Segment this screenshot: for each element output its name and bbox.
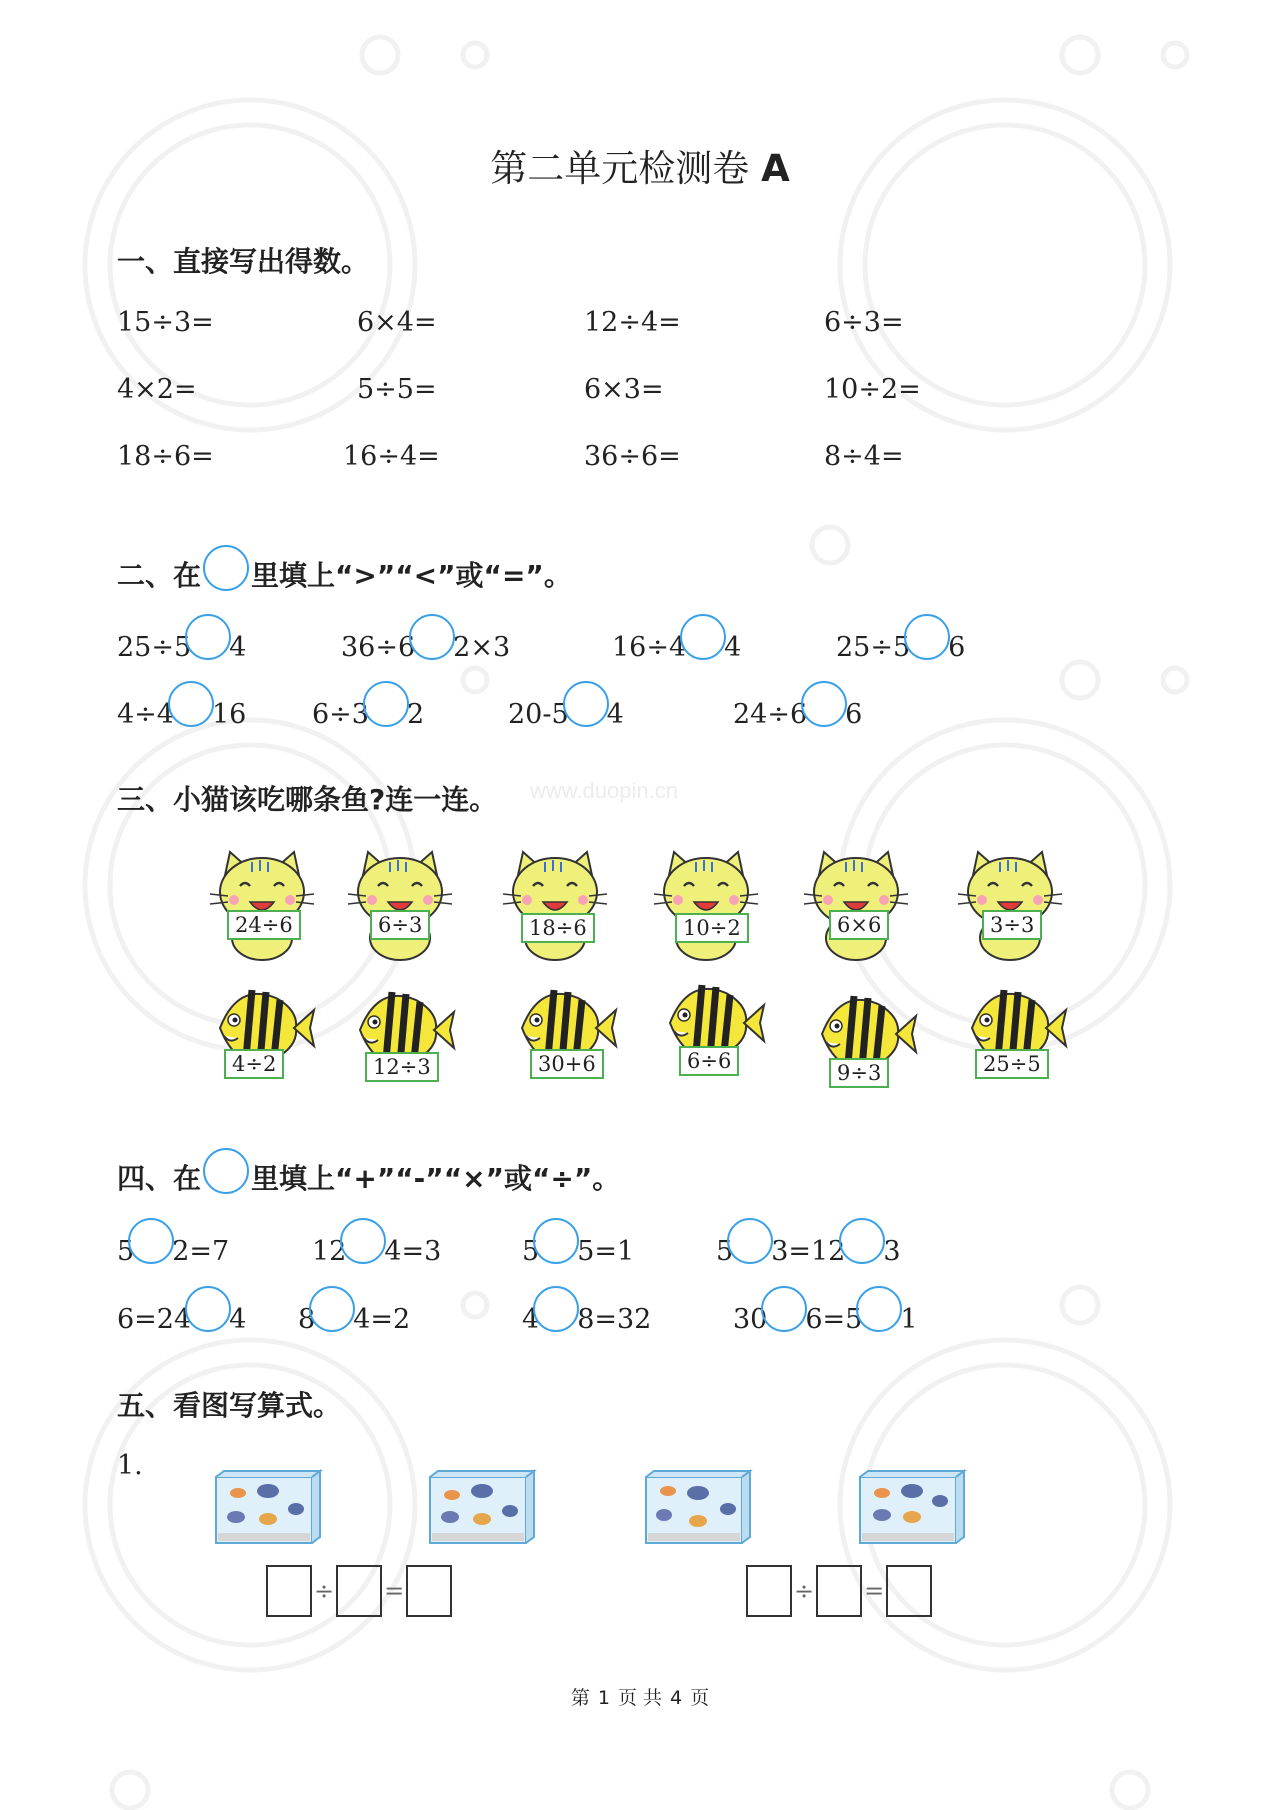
footer-text: 页 共 <box>617 1687 663 1709</box>
section2-heading <box>117 545 572 594</box>
cat-icon <box>958 852 1062 960</box>
cat-label[interactable]: 6×6 <box>829 910 889 940</box>
compare-item <box>341 614 510 663</box>
operator-item <box>733 1286 918 1335</box>
compare-right: 6 <box>948 632 966 663</box>
fish-label[interactable]: 12÷3 <box>365 1052 439 1082</box>
operand: 5=1 <box>577 1236 635 1267</box>
equals-sign: = <box>384 1577 405 1605</box>
equals-sign: = <box>864 1577 885 1605</box>
watermark-url: www.duopin.cn <box>530 778 678 803</box>
operator-item <box>298 1286 410 1335</box>
section4-heading <box>117 1148 620 1197</box>
fish-label[interactable]: 4÷2 <box>224 1049 284 1079</box>
section2-heading-pre: 二、在 <box>117 559 202 592</box>
operand: 8 <box>298 1304 316 1335</box>
page-total: 4 <box>670 1687 683 1709</box>
question-number: 1. <box>117 1450 143 1481</box>
equation-boxes-left <box>266 1565 452 1617</box>
s1-problem: 8÷4= <box>824 441 904 472</box>
operator-answer-circle[interactable] <box>727 1218 773 1264</box>
compare-item <box>836 614 965 663</box>
answer-box[interactable] <box>406 1565 452 1617</box>
fish-tank-icon <box>646 1471 750 1543</box>
compare-item <box>117 681 246 730</box>
compare-right: 2 <box>406 699 425 730</box>
circle-symbol <box>203 545 249 591</box>
cat-label[interactable]: 24÷6 <box>227 910 301 940</box>
operand: 5 <box>117 1236 135 1267</box>
s1-problem: 6×3= <box>584 374 664 405</box>
compare-answer-circle[interactable] <box>409 614 455 660</box>
footer-text: 第 <box>570 1687 590 1709</box>
operator-item <box>522 1286 651 1335</box>
cat-label[interactable]: 18÷6 <box>521 913 595 943</box>
cat-icon <box>804 852 908 960</box>
operator-item <box>117 1286 246 1335</box>
operand: 6=24 <box>117 1304 192 1335</box>
compare-right: 4 <box>724 632 742 663</box>
answer-box[interactable] <box>746 1565 792 1617</box>
operand: 4=3 <box>384 1236 442 1267</box>
compare-left: 20-5 <box>508 699 569 730</box>
compare-answer-circle[interactable] <box>563 681 609 727</box>
s1-problem: 15÷3= <box>117 307 214 338</box>
compare-right: 16 <box>211 699 247 730</box>
answer-box[interactable] <box>266 1565 312 1617</box>
operand: 4 <box>522 1304 540 1335</box>
operator-answer-circle[interactable] <box>856 1286 902 1332</box>
fish-label[interactable]: 30+6 <box>530 1049 604 1079</box>
section4-heading-post: 里填上“+”“-”“×”或“÷”。 <box>251 1162 621 1195</box>
compare-right: 4 <box>229 632 247 663</box>
s1-problem: 36÷6= <box>584 441 681 472</box>
operator-item <box>117 1218 229 1267</box>
page-number: 1 <box>597 1687 610 1709</box>
title-main: 第二单元检测卷 <box>490 147 750 190</box>
cat-label[interactable]: 10÷2 <box>675 913 749 943</box>
footer-text: 页 <box>690 1687 710 1709</box>
compare-answer-circle[interactable] <box>904 614 950 660</box>
compare-left: 25÷5 <box>836 632 911 663</box>
cat-icon <box>654 852 758 960</box>
operand: 5 <box>716 1236 734 1267</box>
cat-label[interactable]: 6÷3 <box>370 910 430 940</box>
compare-item <box>612 614 741 663</box>
operator-item <box>716 1218 901 1267</box>
operand: 8=32 <box>577 1304 652 1335</box>
compare-left: 25÷5 <box>117 632 192 663</box>
fish-tank-icon <box>860 1471 964 1543</box>
operand: 2=7 <box>172 1236 230 1267</box>
title-suffix: A <box>761 147 790 190</box>
compare-answer-circle[interactable] <box>168 681 214 727</box>
section2-heading-post: 里填上“>”“<”或“=”。 <box>251 559 572 592</box>
compare-item <box>117 614 246 663</box>
equation-boxes-right <box>746 1565 932 1617</box>
fish-tank-icon <box>430 1471 534 1543</box>
operand: 4 <box>229 1304 247 1335</box>
cat-icon <box>210 852 314 960</box>
compare-item <box>733 681 862 730</box>
page-title <box>0 138 1280 192</box>
compare-item <box>312 681 424 730</box>
operand: 3=12 <box>771 1236 846 1267</box>
compare-answer-circle[interactable] <box>363 681 409 727</box>
operand: 1 <box>900 1304 918 1335</box>
s1-problem: 12÷4= <box>584 307 681 338</box>
cats-and-fish-illustrations <box>0 830 1280 1090</box>
divide-sign: ÷ <box>794 1577 815 1605</box>
operator-answer-circle[interactable] <box>761 1286 807 1332</box>
answer-box[interactable] <box>816 1565 862 1617</box>
page-footer <box>0 1683 1280 1710</box>
fish-label[interactable]: 9÷3 <box>829 1058 889 1088</box>
operator-answer-circle[interactable] <box>839 1218 885 1264</box>
compare-right: 4 <box>606 699 624 730</box>
s1-problem: 10÷2= <box>824 374 921 405</box>
s1-problem: 5÷5= <box>357 374 437 405</box>
section1-heading: 一、直接写出得数。 <box>117 245 370 278</box>
compare-answer-circle[interactable] <box>801 681 847 727</box>
answer-box[interactable] <box>336 1565 382 1617</box>
operator-item <box>522 1218 634 1267</box>
operand: 30 <box>733 1304 768 1335</box>
circle-symbol <box>203 1148 249 1194</box>
fish-label[interactable]: 6÷6 <box>679 1046 739 1076</box>
compare-left: 4÷4 <box>117 699 174 730</box>
compare-answer-circle[interactable] <box>185 614 231 660</box>
s1-problem: 4×2= <box>117 374 197 405</box>
operator-answer-circle[interactable] <box>340 1218 386 1264</box>
fish-tank-illustrations <box>0 1465 1280 1545</box>
s1-problem: 6×4= <box>357 307 437 338</box>
compare-answer-circle[interactable] <box>680 614 726 660</box>
compare-left: 36÷6 <box>341 632 416 663</box>
operand: 6=5 <box>805 1304 863 1335</box>
divide-sign: ÷ <box>314 1577 335 1605</box>
operator-answer-circle[interactable] <box>533 1218 579 1264</box>
cat-label[interactable]: 3÷3 <box>982 910 1042 940</box>
compare-left: 6÷3 <box>312 699 369 730</box>
operand: 4=2 <box>353 1304 411 1335</box>
compare-left: 24÷6 <box>733 699 808 730</box>
s1-problem: 18÷6= <box>117 441 214 472</box>
compare-left: 16÷4 <box>612 632 687 663</box>
s1-problem: 6÷3= <box>824 307 904 338</box>
operator-item <box>312 1218 441 1267</box>
section5-heading: 五、看图写算式。 <box>117 1389 342 1422</box>
cat-icon <box>348 852 452 960</box>
operator-answer-circle[interactable] <box>128 1218 174 1264</box>
operand: 12 <box>312 1236 347 1267</box>
fish-label[interactable]: 25÷5 <box>975 1049 1049 1079</box>
operator-answer-circle[interactable] <box>185 1286 231 1332</box>
compare-right: 6 <box>845 699 863 730</box>
s1-problem: 16÷4= <box>343 441 440 472</box>
section3-heading: 三、小猫该吃哪条鱼?连一连。 <box>117 783 498 816</box>
operand: 3 <box>883 1236 901 1267</box>
operator-answer-circle[interactable] <box>309 1286 355 1332</box>
compare-item <box>508 681 624 730</box>
fish-tank-icon <box>216 1471 320 1543</box>
operand: 5 <box>522 1236 540 1267</box>
answer-box[interactable] <box>886 1565 932 1617</box>
cat-icon <box>503 852 607 960</box>
section4-heading-pre: 四、在 <box>117 1162 202 1195</box>
compare-right: 2×3 <box>453 632 511 663</box>
operator-answer-circle[interactable] <box>533 1286 579 1332</box>
